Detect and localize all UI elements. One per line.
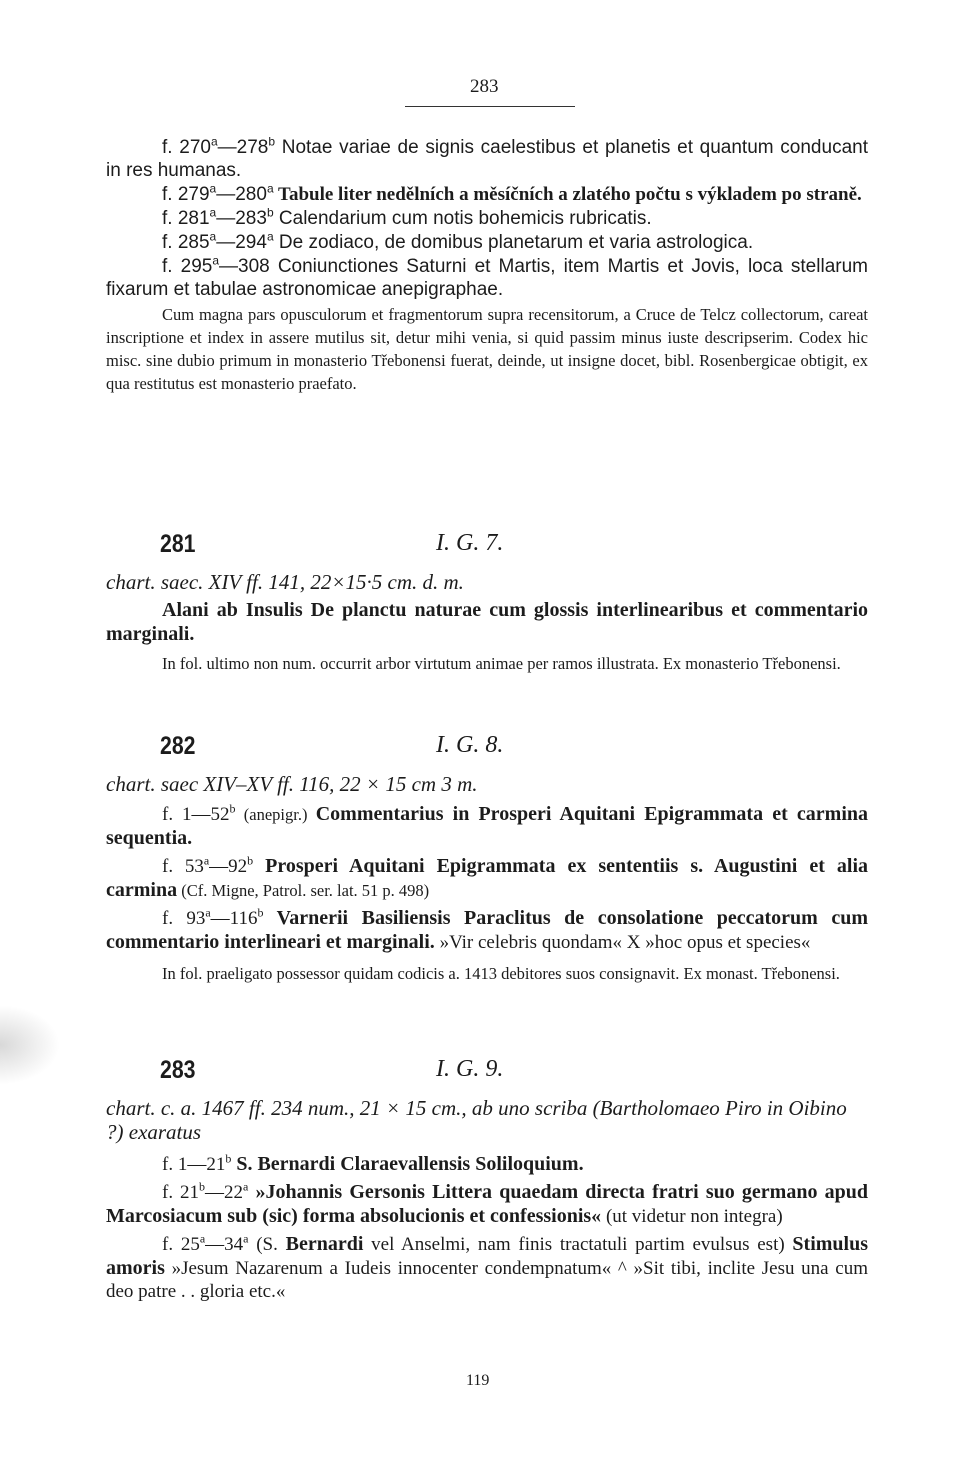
folio-text: Calendarium cum notis bohemicis rubricatis. bbox=[273, 208, 652, 229]
page-number: 283 bbox=[470, 76, 499, 97]
entry-header bbox=[106, 530, 868, 570]
closing-paragraph: Cum magna pars opusculorum et fragmentorum supra recensitorum, a Cruce de Telcz collectorum, careat inscriptione et index in assere mutilus sit, detur mihi venia, si quid passim minus iuste descripserim. Codex hic misc. sine dubio primum in monasterio Třebonensi fuerat, deinde, ut insigne docet, bibl. Rosenbergicae obtigit, ex qua restitutus est monasterio praefato. bbox=[106, 305, 868, 393]
folio-sup: a bbox=[210, 134, 218, 149]
item-note: (Cf. Migne, Patrol. ser. lat. 51 p. 498) bbox=[177, 881, 430, 900]
folio-line bbox=[106, 207, 868, 230]
folio-ref: —308 bbox=[219, 256, 270, 277]
item-note: (anepigr.) bbox=[235, 805, 316, 824]
entry-header bbox=[106, 1056, 868, 1096]
item-title: Commentarius in Prosperi Aquitani Epigrammata et carmina sequentia. bbox=[106, 803, 868, 849]
entry-283 bbox=[106, 1056, 868, 1303]
folio-ref: —278 bbox=[217, 137, 269, 158]
folio-ref: f. 270 bbox=[162, 137, 211, 158]
item-note: (S. bbox=[248, 1234, 286, 1255]
item-note: »Vir celebris quondam« X »hoc opus et species« bbox=[434, 932, 811, 953]
folio-sup: a bbox=[266, 229, 274, 244]
footer-page-number: 119 bbox=[466, 1372, 490, 1389]
folio-ref: f. 25 bbox=[162, 1234, 200, 1255]
folio-ref: —21 bbox=[187, 1154, 226, 1175]
header-rule bbox=[405, 106, 575, 107]
folio-ref: f. 53 bbox=[162, 856, 204, 877]
entry-number: 282 bbox=[160, 732, 196, 760]
intro-section bbox=[106, 136, 868, 395]
item-title: »Johannis Gersonis Littera quaedam directa fratri suo germano apud Marcosiacum sub (sic) forma absolucionis et confessionis« bbox=[106, 1181, 868, 1227]
folio-text: Coniunctiones Saturni et Martis, item Martis et Jovis, loca stellarum fixarum et tabulae astronomicae anepigraphae. bbox=[106, 256, 868, 300]
folio-ref: f. 1 bbox=[162, 804, 192, 825]
entry-meta: chart. saec XIV–XV ff. 116, 22 × 15 cm 3 m. bbox=[106, 772, 478, 796]
folio-text: Notae variae de signis caelestibus et planetis et quantum conducant in res humanas. bbox=[106, 137, 868, 181]
folio-text: De zodiaco, de domibus planetarum et varia astrologica. bbox=[273, 232, 754, 253]
folio-ref: f. 279 bbox=[162, 184, 210, 205]
folio-sup: a bbox=[243, 1179, 249, 1194]
item-title: Prosperi Aquitani Epigrammata ex sententiis s. Augustini et alia carmina bbox=[106, 855, 868, 901]
item-title: S. Bernardi Claraevallensis Soliloquium. bbox=[231, 1153, 584, 1175]
entry-note: In fol. praeligato possessor quidam codicis a. 1413 debitores suos consignavit. Ex monast. Třebonensi. bbox=[162, 964, 840, 983]
folio-ref: —92 bbox=[209, 856, 248, 877]
entry-281 bbox=[106, 530, 868, 675]
entry-number: 281 bbox=[160, 530, 196, 558]
scan-smudge bbox=[0, 1005, 60, 1085]
folio-sup: a bbox=[209, 229, 217, 244]
entry-meta: chart. c. a. 1467 ff. 234 num., 21 × 15 cm., ab uno scriba (Bartholomaeo Piro in Oibino ?) exaratus bbox=[106, 1096, 847, 1144]
folio-sup: a bbox=[243, 1231, 249, 1246]
item-note: (ut videtur non integra) bbox=[601, 1206, 783, 1227]
folio-sup: b bbox=[229, 801, 236, 816]
folio-sup: a bbox=[209, 181, 217, 196]
folio-line bbox=[106, 183, 868, 206]
folio-line bbox=[106, 231, 868, 254]
folio-ref: —34 bbox=[205, 1234, 244, 1255]
item-title: Stimulus amoris bbox=[106, 1233, 869, 1279]
folio-ref: —52 bbox=[191, 804, 230, 825]
folio-sup: a bbox=[199, 1231, 206, 1246]
folio-sup: b bbox=[247, 853, 254, 868]
entry-note: In fol. ultimo non num. occurrit arbor virtutum animae per ramos illustrata. Ex monasterio Třebonensi. bbox=[162, 654, 841, 673]
entry-signature: I. G. 9. bbox=[436, 1056, 504, 1082]
item-note: »Jesum Nazarenum a Iudeis innocenter condempnatum« ^ »Sit tibi, inclite Jesu una cum deo patre . . gloria etc.« bbox=[106, 1258, 868, 1302]
folio-ref: f. 281 bbox=[162, 208, 210, 229]
item-title: Bernardi bbox=[285, 1233, 364, 1255]
folio-sup: b bbox=[257, 905, 264, 920]
entry-282 bbox=[106, 732, 868, 985]
folio-ref: —280 bbox=[216, 184, 267, 205]
folio-sup: a bbox=[266, 181, 274, 196]
folio-ref: —22 bbox=[205, 1182, 243, 1203]
folio-ref: f. 93 bbox=[162, 908, 206, 929]
entry-item bbox=[106, 802, 868, 850]
folio-ref: f. 295 bbox=[162, 256, 213, 277]
entry-signature: I. G. 7. bbox=[436, 530, 504, 556]
folio-ref: f. 21 bbox=[162, 1182, 199, 1203]
entry-item bbox=[106, 906, 868, 954]
folio-ref: f. 1 bbox=[162, 1154, 188, 1175]
folio-sup: a bbox=[205, 905, 211, 920]
folio-ref: f. 285 bbox=[162, 232, 210, 253]
folio-ref: —294 bbox=[216, 232, 267, 253]
folio-sup: b bbox=[199, 1179, 205, 1194]
entry-item bbox=[106, 854, 868, 902]
folio-sup: a bbox=[212, 253, 220, 268]
folio-sup: b bbox=[225, 1151, 232, 1166]
entry-signature: I. G. 8. bbox=[436, 732, 504, 758]
item-title: Varnerii Basiliensis Paraclitus de consolatione peccatorum cum commentario interlineari et marginali. bbox=[106, 907, 868, 953]
entry-item bbox=[106, 1152, 868, 1176]
entry-item bbox=[106, 1180, 868, 1228]
entry-number: 283 bbox=[160, 1056, 196, 1084]
folio-line bbox=[106, 255, 868, 301]
entry-title: Alani ab Insulis De planctu naturae cum glossis interlinearibus et commentario marginali. bbox=[106, 599, 868, 645]
folio-text: Tabule liter nedělních a měsíčních a zlatého počtu s výkladem po straně. bbox=[273, 184, 862, 205]
entry-meta: chart. saec. XIV ff. 141, 22×15·5 cm. d. m. bbox=[106, 570, 464, 594]
entry-item bbox=[106, 1232, 868, 1303]
item-note: vel Anselmi, nam finis tractatuli partim evulsus est) bbox=[363, 1234, 793, 1255]
folio-sup: a bbox=[203, 853, 210, 868]
folio-sup: a bbox=[209, 205, 217, 220]
folio-sup: b bbox=[266, 205, 274, 220]
folio-line bbox=[106, 136, 868, 182]
folio-ref: —116 bbox=[210, 908, 258, 929]
folio-ref: —283 bbox=[216, 208, 267, 229]
folio-sup: b bbox=[268, 134, 276, 149]
entry-header bbox=[106, 732, 868, 772]
